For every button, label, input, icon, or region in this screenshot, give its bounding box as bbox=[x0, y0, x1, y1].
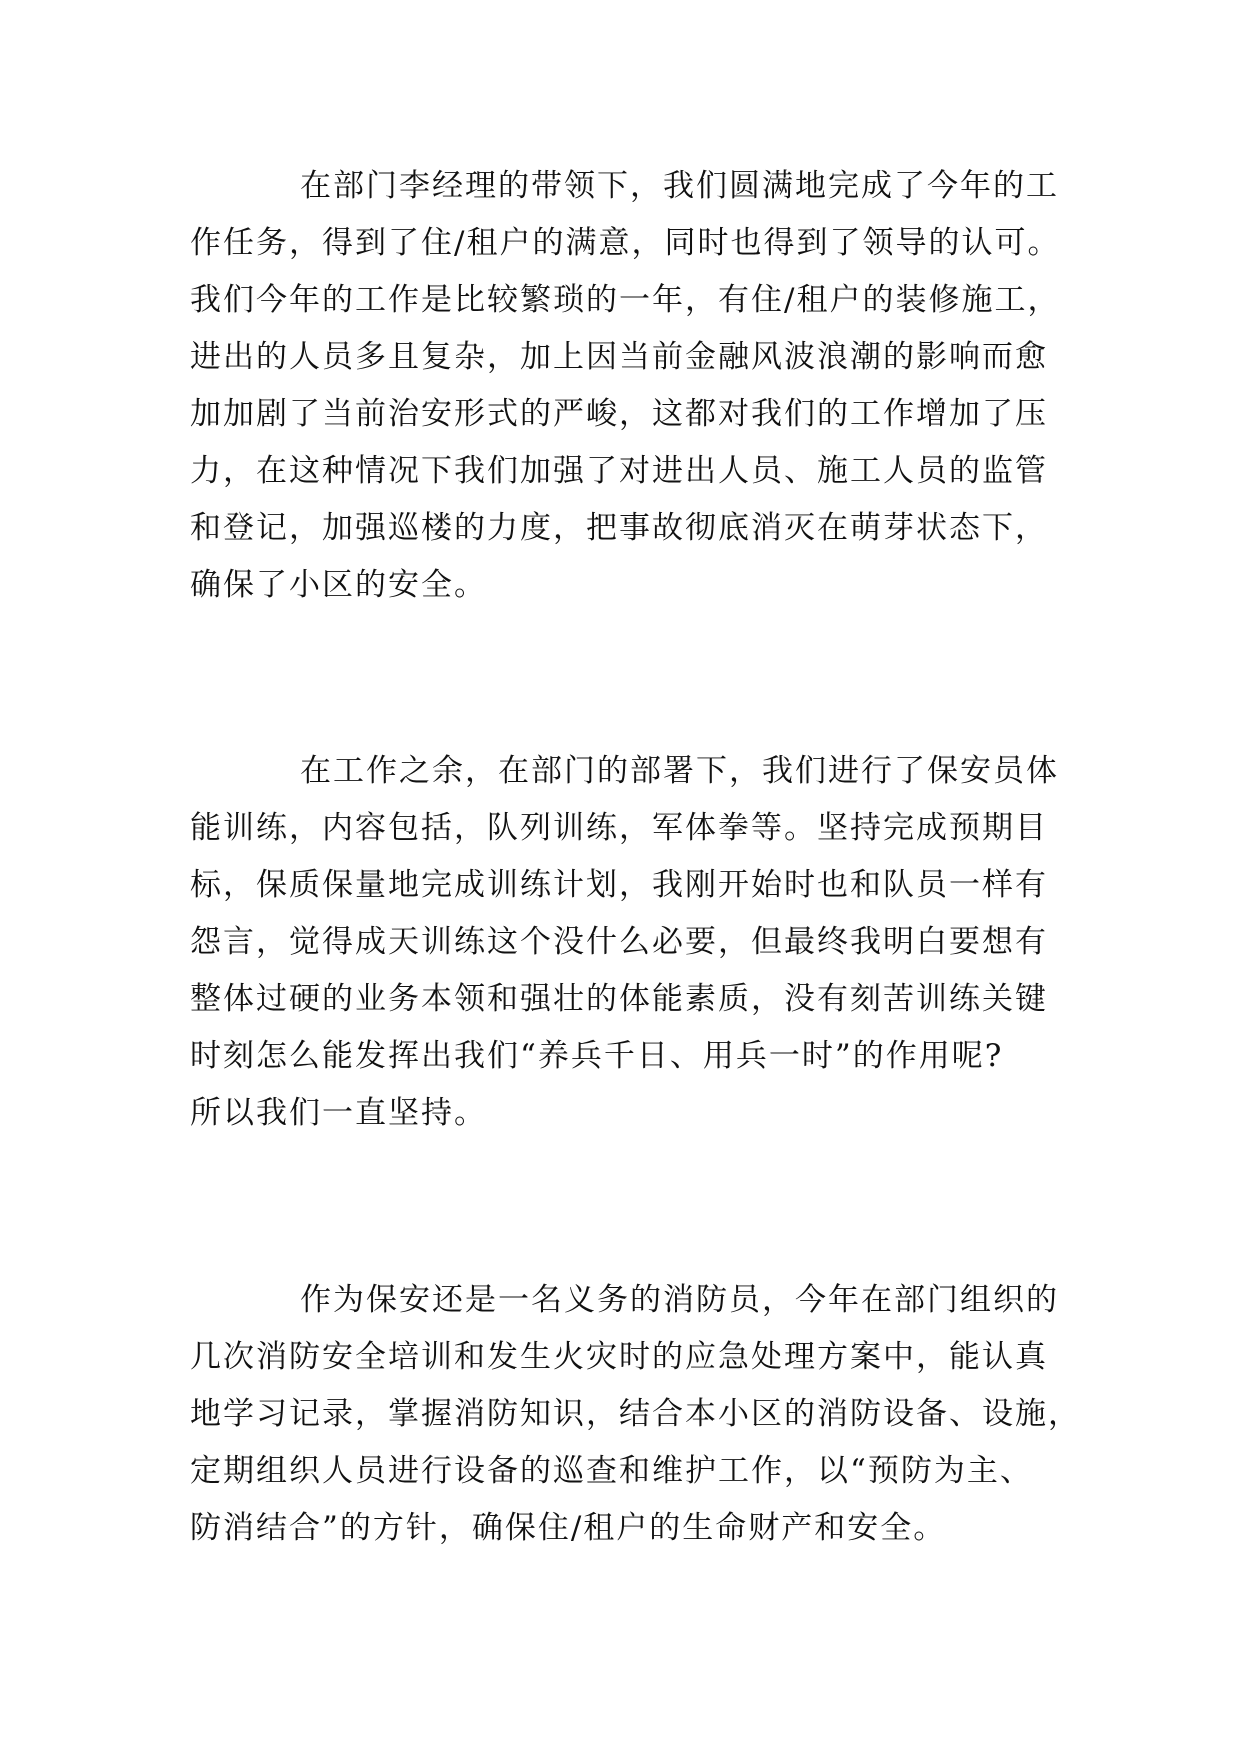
paragraph-line: 在部门李经理的带领下，我们圆满地完成了今年的工 bbox=[300, 168, 1059, 204]
paragraph-line: 标，保质保量地完成训练计划，我刚开始时也和队员一样有 bbox=[190, 867, 1048, 903]
paragraph-line: 加加剧了当前治安形式的严峻，这都对我们的工作增加了压 bbox=[190, 396, 1048, 432]
paragraph-line: 和登记，加强巡楼的力度，把事故彻底消灭在萌芽状态下， bbox=[190, 510, 1048, 546]
paragraph-line: 所以我们一直坚持。 bbox=[190, 1095, 487, 1131]
paragraph-line: 几次消防安全培训和发生火灾时的应急处理方案中，能认真 bbox=[190, 1339, 1048, 1375]
paragraph-training bbox=[190, 743, 1070, 1142]
paragraph-line: 能训练，内容包括，队列训练，军体拳等。坚持完成预期目 bbox=[190, 810, 1048, 846]
paragraph-line: 整体过硬的业务本领和强壮的体能素质，没有刻苦训练关键 bbox=[190, 981, 1048, 1017]
paragraph-line: 时刻怎么能发挥出我们“养兵千日、用兵一时”的作用呢? bbox=[190, 1038, 1004, 1074]
paragraph-line: 我们今年的工作是比较繁琐的一年，有住/租户的装修施工， bbox=[190, 282, 1061, 318]
paragraph-work-summary bbox=[190, 158, 1070, 614]
paragraph-line: 力，在这种情况下我们加强了对进出人员、施工人员的监管 bbox=[190, 453, 1048, 489]
paragraph-line: 定期组织人员进行设备的巡查和维护工作，以“预防为主、 bbox=[190, 1453, 1033, 1489]
paragraph-line: 防消结合”的方针，确保住/租户的生命财产和安全。 bbox=[190, 1510, 947, 1546]
paragraph-line: 地学习记录，掌握消防知识，结合本小区的消防设备、设施， bbox=[190, 1396, 1081, 1432]
paragraph-line: 确保了小区的安全。 bbox=[190, 567, 487, 603]
paragraph-line: 作为保安还是一名义务的消防员，今年在部门组织的 bbox=[300, 1282, 1059, 1318]
paragraph-line: 怨言，觉得成天训练这个没什么必要，但最终我明白要想有 bbox=[190, 924, 1048, 960]
paragraph-line: 在工作之余，在部门的部署下，我们进行了保安员体 bbox=[300, 753, 1059, 789]
paragraph-fire-safety bbox=[190, 1272, 1081, 1557]
paragraph-line: 进出的人员多且复杂，加上因当前金融风波浪潮的影响而愈 bbox=[190, 339, 1048, 375]
paragraph-line: 作任务，得到了住/租户的满意，同时也得到了领导的认可。 bbox=[190, 225, 1061, 261]
